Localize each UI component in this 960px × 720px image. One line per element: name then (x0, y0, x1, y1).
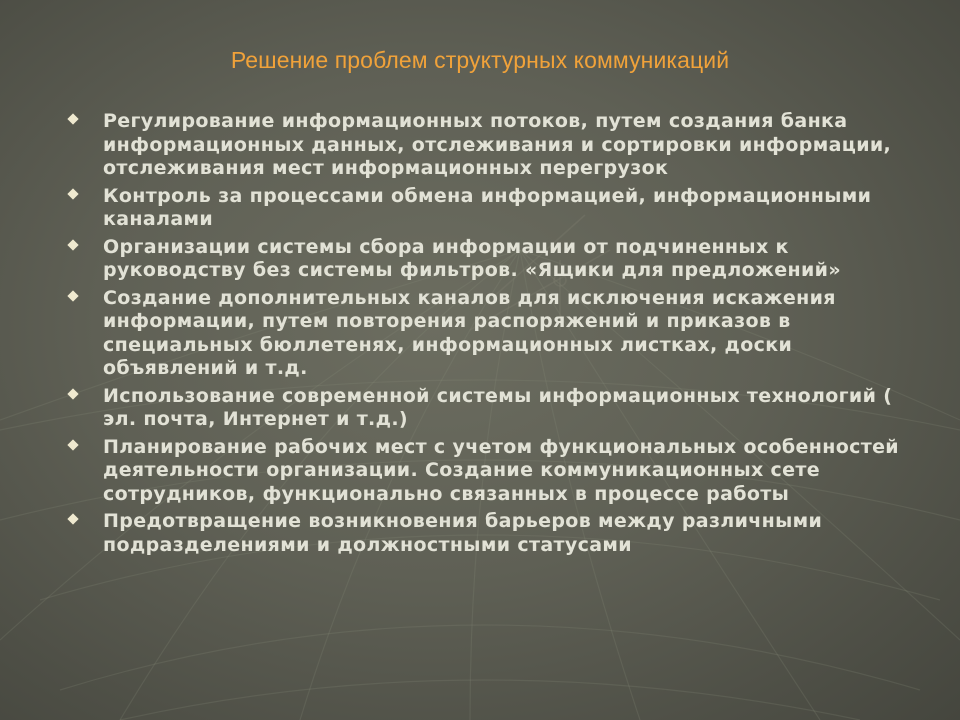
bullet-text: Создание дополнительных каналов для исключения искажения информации, путем повторения распоряжений и приказов в специальных бюллетенях, информационных листках, доски объявлений и т.д. (103, 286, 836, 379)
bullet-item-6 (66, 436, 916, 507)
bullet-text: Регулирование информационных потоков, путем создания банка информационных данных, отслеживания и сортировки информации, отслеживания мест информационных перегрузок (103, 110, 892, 179)
bullet-item-2 (66, 185, 916, 232)
diamond-bullet-icon (67, 188, 78, 199)
slide-title: Решение проблем структурных коммуникаций (230, 47, 730, 73)
bullet-text: Планирование рабочих мест с учетом функциональных особенностей деятельности организации. Создание коммуникационных сете сотрудников, функционально связанных в процессе работы (103, 435, 899, 505)
diamond-bullet-icon (67, 388, 78, 399)
bullet-item-7 (66, 510, 916, 557)
bullet-item-5 (66, 385, 916, 432)
bullet-item-3 (66, 236, 916, 283)
bullet-text: Контроль за процессами обмена информацией, информационными каналами (103, 184, 872, 230)
diamond-bullet-icon (67, 290, 78, 301)
bullet-item-1 (66, 110, 916, 181)
diamond-bullet-icon (67, 439, 78, 450)
bullet-text: Предотвращение возникновения барьеров между различными подразделениями и должностными статусами (103, 510, 823, 556)
bullet-text: Организации системы сбора информации от подчиненных к руководству без системы фильтров. «Ящики для предложений» (103, 235, 841, 281)
diamond-bullet-icon (67, 239, 78, 250)
bullet-text: Использование современной системы информационных технологий ( эл. почта, Интернет и т.д.) (103, 384, 893, 430)
diamond-bullet-icon (67, 513, 78, 524)
diamond-bullet-icon (67, 113, 78, 124)
bullet-item-4 (66, 287, 916, 381)
bullet-list (66, 110, 916, 561)
